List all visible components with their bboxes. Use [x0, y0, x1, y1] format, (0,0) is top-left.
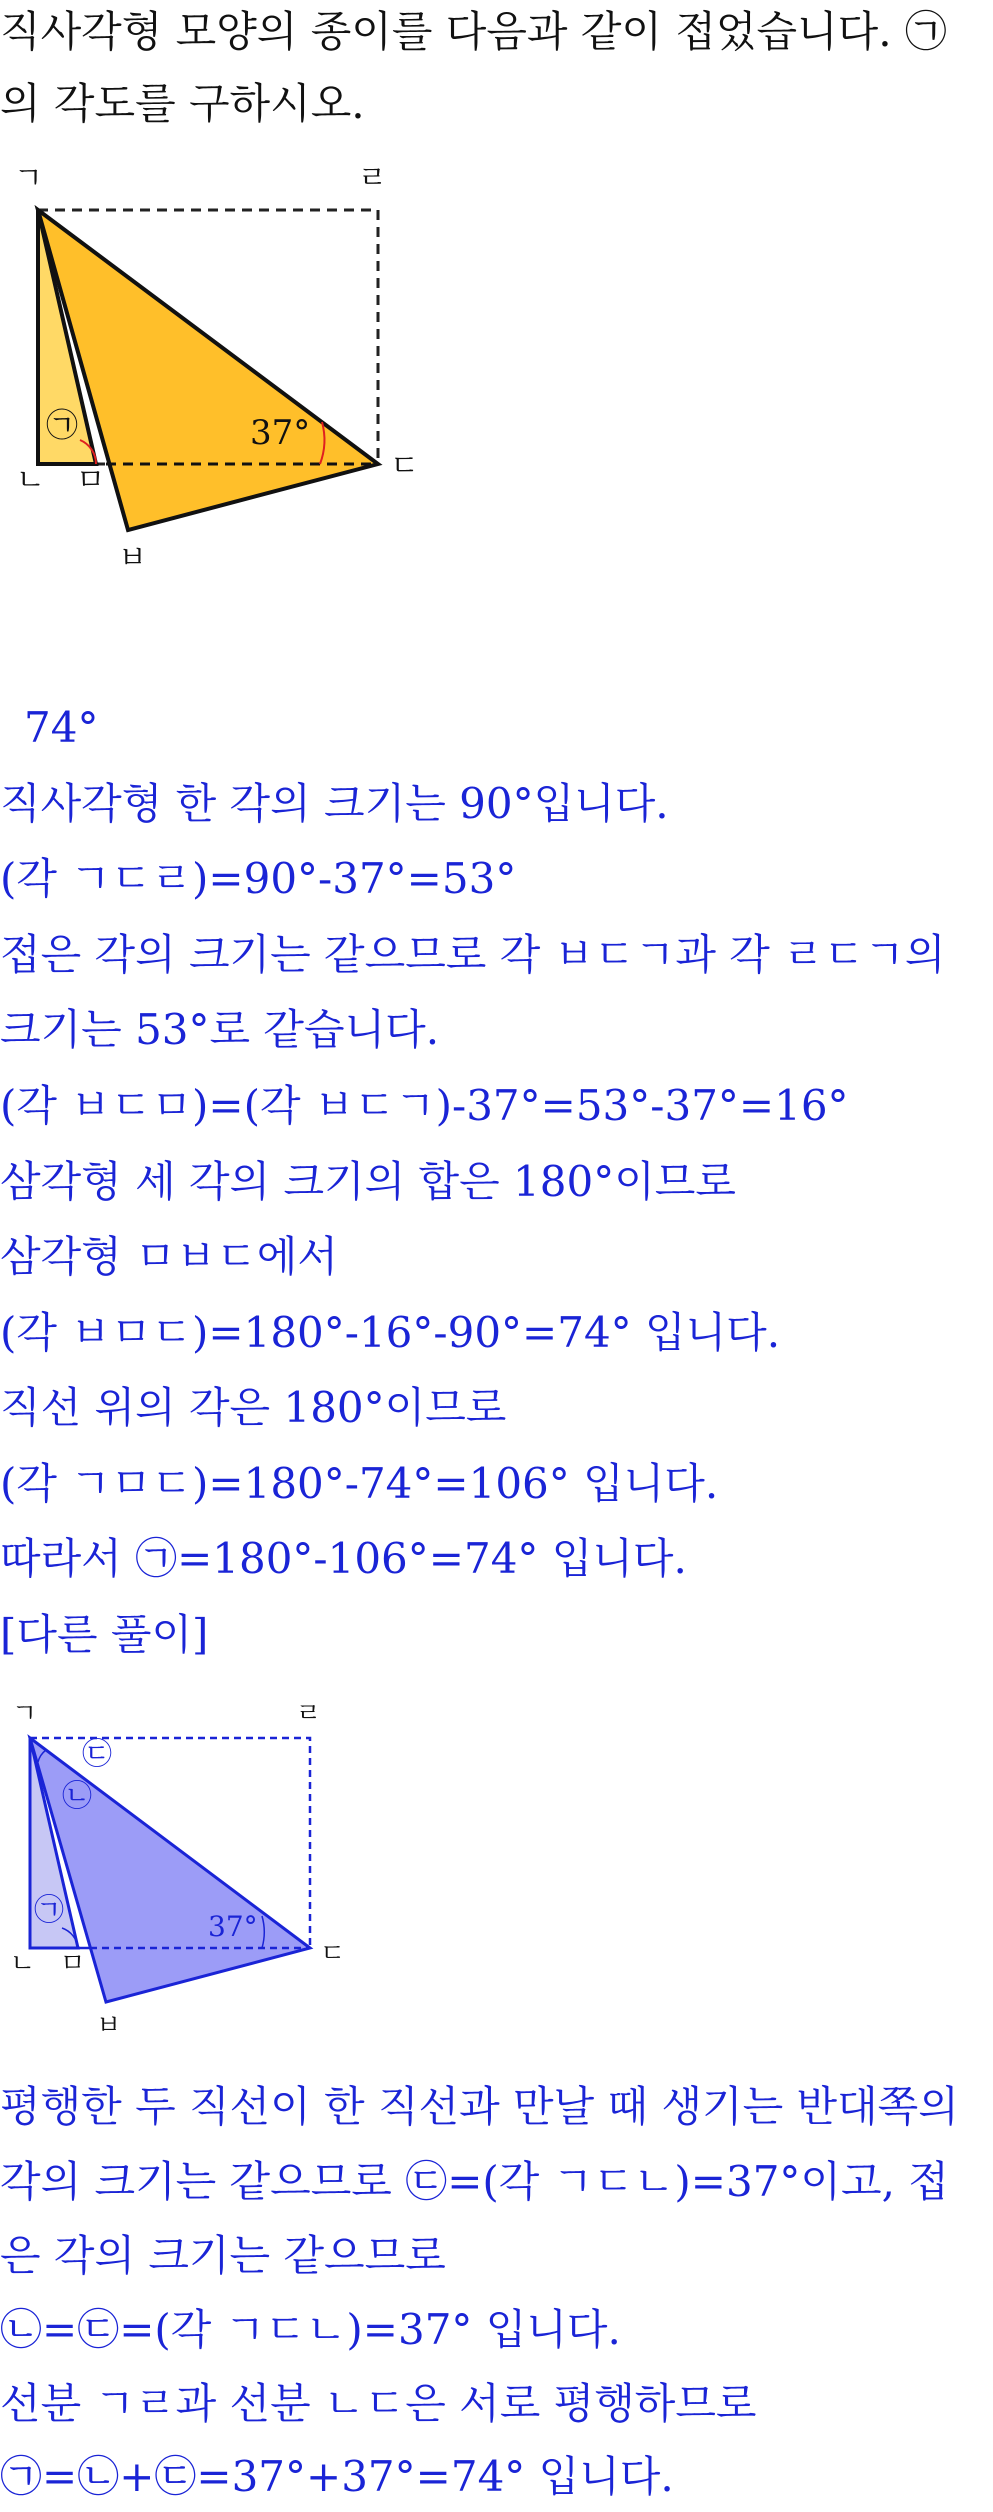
fig2-mark-a: ㉠	[34, 1893, 64, 1928]
fig1-label-b: ㅂ	[118, 541, 147, 576]
fig2-angle-value: 37°	[208, 1910, 258, 1943]
alt-solution-line-2: 각의 크기는 같으므로 ㉢=(각 ㄱㄷㄴ)=37°이고, 접	[0, 2157, 949, 2206]
fig1-label-g: ㄱ	[14, 161, 43, 196]
fig1-label-m: ㅁ	[76, 463, 105, 498]
fig2-label-m: ㅁ	[60, 1949, 86, 1979]
fig2-mark-b: ㉡	[62, 1779, 92, 1814]
fig2-label-g: ㄱ	[12, 1699, 38, 1729]
fig2-label-d: ㄷ	[320, 1939, 346, 1969]
figure-1	[0, 140, 993, 580]
alt-solution-line-4: ㉡=㉢=(각 ㄱㄷㄴ)=37° 입니다.	[0, 2305, 621, 2354]
fig2-mark-c: ㉢	[82, 1737, 112, 1772]
answer-value: 74°	[24, 703, 99, 752]
fig2-label-n: ㄴ	[10, 1949, 36, 1979]
explanation-line-4: 크기는 53°로 같습니다.	[0, 1005, 440, 1054]
explanation-line-11: 따라서 ㉠=180°-106°=74° 입니다.	[0, 1534, 687, 1583]
alt-solution-line-3: 은 각의 크기는 같으므로	[0, 2231, 446, 2280]
question-line-1: 직사각형 모양의 종이를 다음과 같이 접었습니다. ㉠	[0, 7, 947, 56]
explanation-line-5: (각 ㅂㄷㅁ)=(각 ㅂㄷㄱ)-37°=53°-37°=16°	[0, 1081, 849, 1130]
explanation-line-6: 삼각형 세 각의 크기의 합은 180°이므로	[0, 1157, 736, 1206]
alt-solution-line-6: ㉠=㉡+㉢=37°+37°=74° 입니다.	[0, 2452, 674, 2501]
alt-solution-line-5: 선분 ㄱㄹ과 선분 ㄴㄷ은 서로 평행하므로	[0, 2379, 757, 2428]
fig2-label-r: ㄹ	[296, 1699, 322, 1729]
fig1-label-n: ㄴ	[16, 463, 45, 498]
fig1-label-d: ㄷ	[390, 449, 419, 484]
explanation-line-7: 삼각형 ㅁㅂㄷ에서	[0, 1232, 338, 1281]
fig2-label-b: ㅂ	[96, 2011, 122, 2041]
figure-2	[0, 1680, 993, 2060]
fig1-angle-value: 37°	[250, 413, 311, 453]
explanation-line-8: (각 ㅂㅁㄷ)=180°-16°-90°=74° 입니다.	[0, 1308, 781, 1357]
explanation-line-2: (각 ㄱㄷㄹ)=90°-37°=53°	[0, 854, 517, 903]
fig1-angle-mark: ㉠	[46, 406, 79, 444]
fig1-label-r: ㄹ	[358, 161, 387, 196]
explanation-line-10: (각 ㄱㅁㄷ)=180°-74°=106° 입니다.	[0, 1459, 719, 1508]
explanation-line-3: 접은 각의 크기는 같으므로 각 ㅂㄷㄱ과 각 ㄹㄷㄱ의	[0, 930, 946, 979]
alt-solution-heading: [다른 풀이]	[0, 1610, 209, 1659]
explanation-line-9: 직선 위의 각은 180°이므로	[0, 1383, 507, 1432]
alt-solution-line-1: 평행한 두 직선이 한 직선과 만날 때 생기는 반대쪽의	[0, 2082, 959, 2131]
question-line-2: 의 각도를 구하시오.	[0, 79, 365, 128]
explanation-line-1: 직사각형 한 각의 크기는 90°입니다.	[0, 779, 669, 828]
